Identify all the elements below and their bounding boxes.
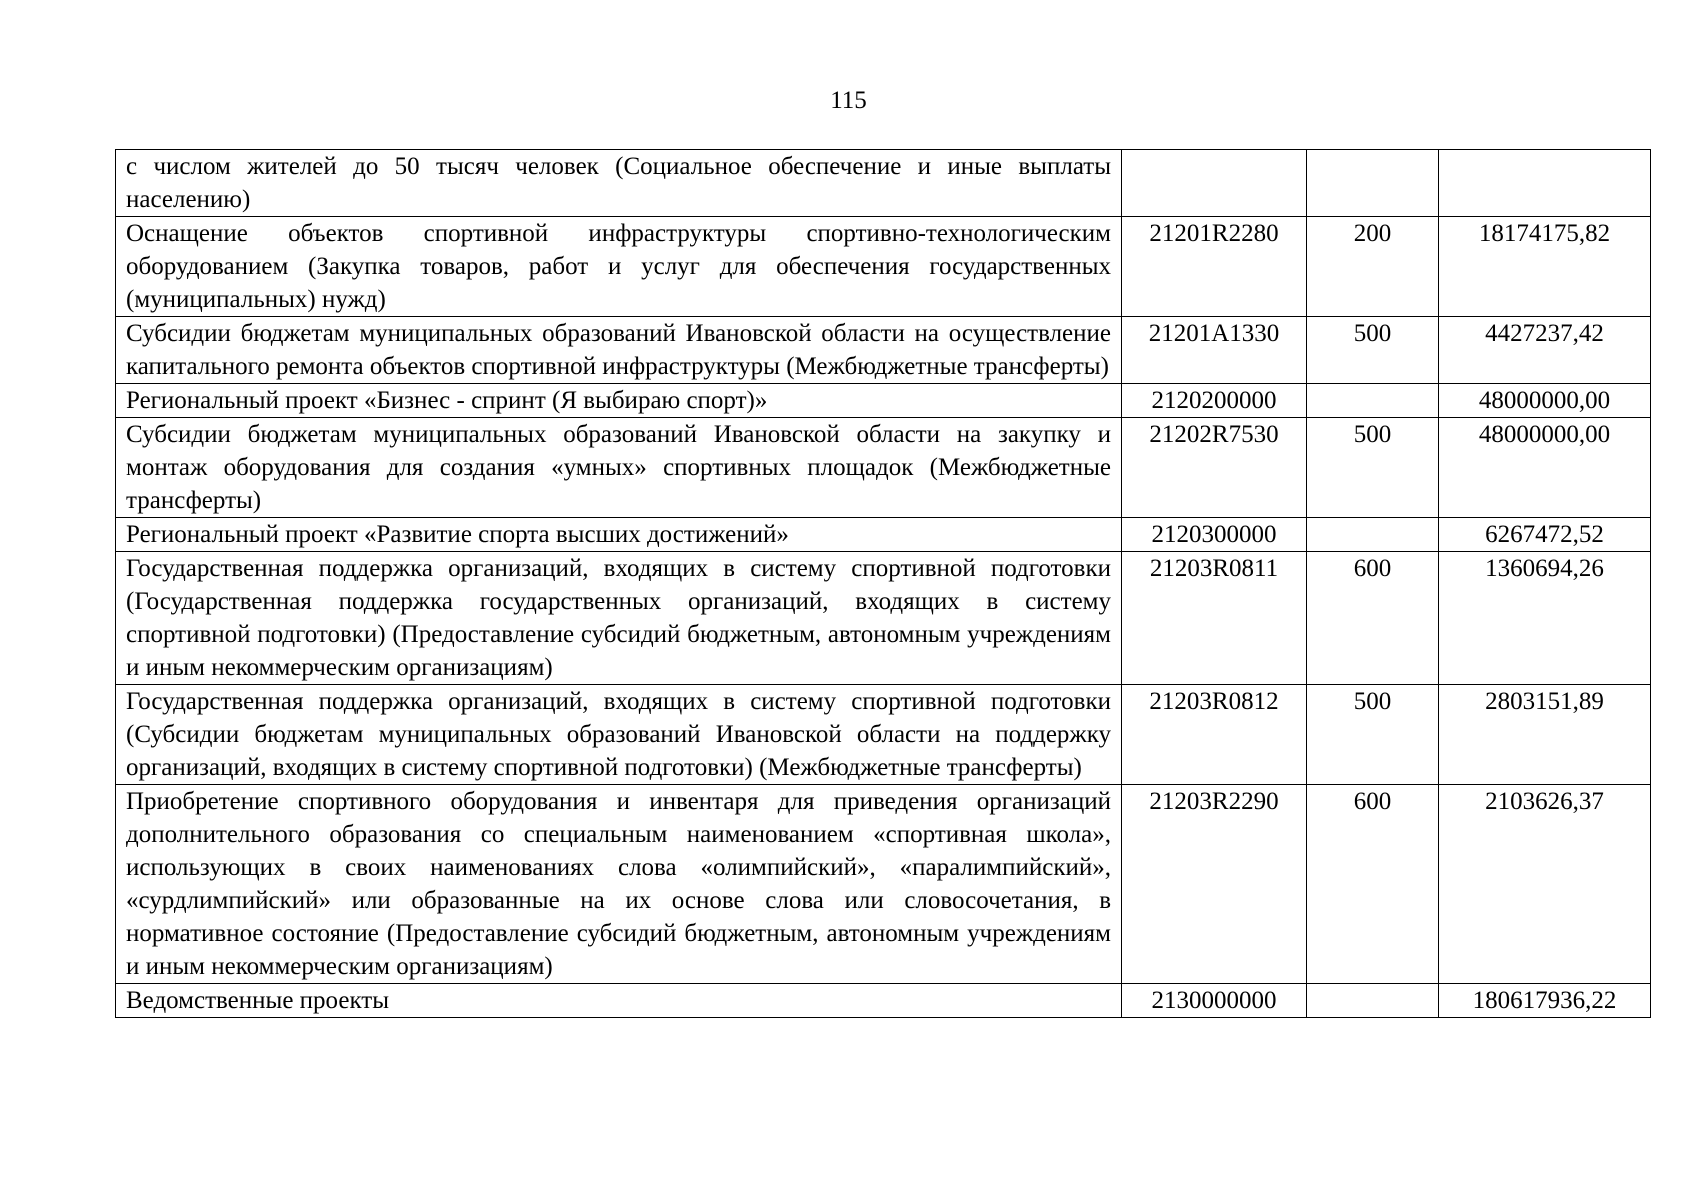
row-code: 2120200000 xyxy=(1122,384,1307,418)
table-row xyxy=(116,150,1651,217)
row-expense-kind xyxy=(1307,384,1439,418)
page-number: 115 xyxy=(830,87,867,114)
row-code xyxy=(1122,150,1307,217)
row-amount: 48000000,00 xyxy=(1439,418,1651,518)
table-row xyxy=(116,984,1651,1018)
row-description: Государственная поддержка организаций, входящих в систему спортивной подготовки (Государственная поддержка государственных организаций, входящих в систему спортивной подготовки) (Предоставление субсидий бюджетным, автономным учреждениям и иным некоммерческим организациям) xyxy=(116,552,1122,685)
row-description: Субсидии бюджетам муниципальных образований Ивановской области на осуществление капитального ремонта объектов спортивной инфраструктуры (Межбюджетные трансферты) xyxy=(116,317,1122,384)
row-expense-kind xyxy=(1307,518,1439,552)
row-expense-kind xyxy=(1307,984,1439,1018)
row-amount: 2803151,89 xyxy=(1439,685,1651,785)
budget-table xyxy=(115,149,1651,1018)
row-code: 2120300000 xyxy=(1122,518,1307,552)
row-amount: 180617936,22 xyxy=(1439,984,1651,1018)
row-expense-kind: 200 xyxy=(1307,217,1439,317)
row-code: 21201A1330 xyxy=(1122,317,1307,384)
row-expense-kind xyxy=(1307,150,1439,217)
table-row xyxy=(116,217,1651,317)
row-code: 21202R7530 xyxy=(1122,418,1307,518)
row-description: Субсидии бюджетам муниципальных образований Ивановской области на закупку и монтаж оборудования для создания «умных» спортивных площадок (Межбюджетные трансферты) xyxy=(116,418,1122,518)
row-amount: 1360694,26 xyxy=(1439,552,1651,685)
row-code: 2130000000 xyxy=(1122,984,1307,1018)
row-code: 21203R0811 xyxy=(1122,552,1307,685)
row-description: Приобретение спортивного оборудования и инвентаря для приведения организаций дополнительного образования со специальным наименованием «спортивная школа», использующих в своих наименованиях слова «олимпийский», «паралимпийский», «сурдлимпийский» или образованные на их основе слова или словосочетания, в нормативное состояние (Предоставление субсидий бюджетным, автономным учреждениям и иным некоммерческим организациям) xyxy=(116,785,1122,984)
table-row xyxy=(116,685,1651,785)
row-description: Государственная поддержка организаций, входящих в систему спортивной подготовки (Субсидии бюджетам муниципальных образований Ивановской области на поддержку организаций, входящих в систему спортивной подготовки) (Межбюджетные трансферты) xyxy=(116,685,1122,785)
table-row xyxy=(116,317,1651,384)
row-code: 21201R2280 xyxy=(1122,217,1307,317)
row-description: Региональный проект «Развитие спорта высших достижений» xyxy=(116,518,1122,552)
row-description: Ведомственные проекты xyxy=(116,984,1122,1018)
row-expense-kind: 500 xyxy=(1307,685,1439,785)
row-amount: 6267472,52 xyxy=(1439,518,1651,552)
row-amount: 4427237,42 xyxy=(1439,317,1651,384)
row-expense-kind: 600 xyxy=(1307,785,1439,984)
row-amount: 2103626,37 xyxy=(1439,785,1651,984)
table-row xyxy=(116,785,1651,984)
row-description: с числом жителей до 50 тысяч человек (Социальное обеспечение и иные выплаты населению) xyxy=(116,150,1122,217)
table-row xyxy=(116,518,1651,552)
table-row xyxy=(116,384,1651,418)
row-code: 21203R2290 xyxy=(1122,785,1307,984)
row-amount: 48000000,00 xyxy=(1439,384,1651,418)
row-expense-kind: 500 xyxy=(1307,317,1439,384)
table-row xyxy=(116,418,1651,518)
row-amount: 18174175,82 xyxy=(1439,217,1651,317)
row-amount xyxy=(1439,150,1651,217)
row-expense-kind: 500 xyxy=(1307,418,1439,518)
row-code: 21203R0812 xyxy=(1122,685,1307,785)
row-description: Региональный проект «Бизнес - спринт (Я выбираю спорт)» xyxy=(116,384,1122,418)
row-expense-kind: 600 xyxy=(1307,552,1439,685)
row-description: Оснащение объектов спортивной инфраструктуры спортивно-технологическим оборудованием (Закупка товаров, работ и услуг для обеспечения государственных (муниципальных) нужд) xyxy=(116,217,1122,317)
table-row xyxy=(116,552,1651,685)
